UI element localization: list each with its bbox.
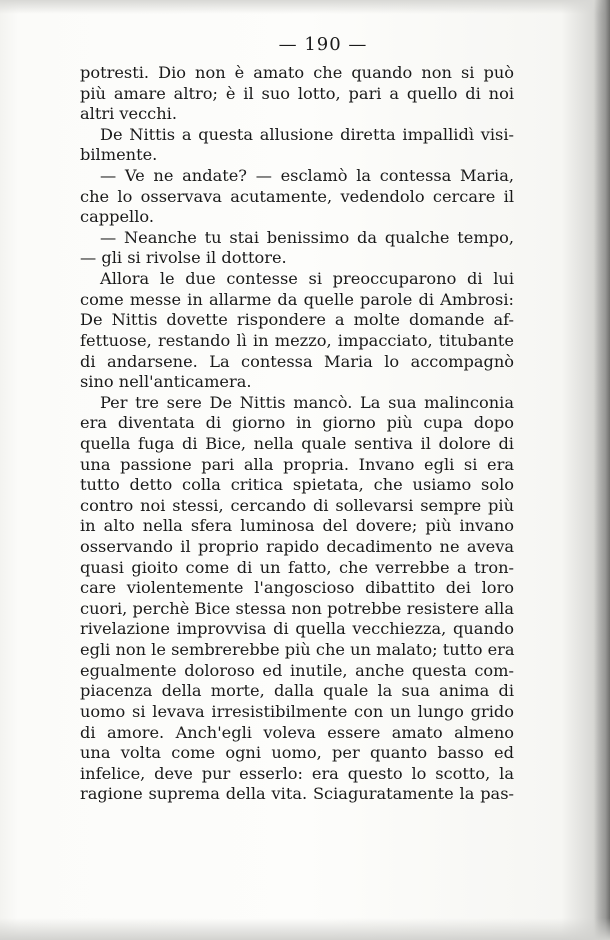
text-line: di andarsene. La contessa Maria lo accompagnò <box>80 351 514 371</box>
text-line: fettuose, restando lì in mezzo, impacciato, titubante <box>80 330 514 350</box>
text-line: egli non le sembrerebbe più che un malato; tutto era <box>80 640 515 660</box>
text-line: piacenza della morte, dalla quale la sua anima di <box>80 681 514 701</box>
text-line: egualmente doloroso ed inutile, anche questa com- <box>80 660 514 680</box>
text-line: cuori, perchè Bice stessa non potrebbe resistere alla <box>80 598 514 618</box>
text-line: De Nittis a questa allusione diretta impallidì visi- <box>100 124 514 144</box>
text-line: bilmente. <box>80 145 158 165</box>
text-line: — gli si rivolse il dottore. <box>80 248 287 268</box>
text-line: infelice, deve pur esserlo: era questo lo scotto, la <box>80 763 514 783</box>
text-line: care violentemente l'angoscioso dibattito dei loro <box>80 578 514 598</box>
page-spine-shadow <box>594 0 610 940</box>
text-line: tutto detto colla critica spietata, che usiamo solo <box>80 475 514 495</box>
page-top-shadow <box>0 0 610 14</box>
text-line: — Ve ne andate? — esclamò la contessa Maria, <box>100 166 514 186</box>
text-line: Allora le due contesse si preoccuparono di lui <box>100 269 514 289</box>
text-line: Per tre sere De Nittis mancò. La sua malinconia <box>100 392 514 412</box>
text-line: una passione pari alla propria. Invano egli si era <box>80 454 514 474</box>
text-line: potresti. Dio non è amato che quando non si può <box>80 63 514 82</box>
page-number-header: — 190 — <box>278 34 368 55</box>
text-line: quasi gioito come di un fatto, che verrebbe a tron- <box>80 557 514 577</box>
page-bottom-shadow <box>0 918 610 940</box>
text-line: come messe in allarme da quelle parole di Ambrosi: <box>80 289 514 309</box>
text-line: cappello. <box>80 207 154 227</box>
text-line: osservando il proprio rapido decadimento ne aveva <box>80 537 514 557</box>
text-line: era diventata di giorno in giorno più cupa dopo <box>80 413 514 433</box>
text-line: quella fuga di Bice, nella quale sentiva il dolore di <box>80 433 514 453</box>
text-line: rivelazione improvvisa di quella vecchiezza, quando <box>80 619 514 639</box>
body-text <box>80 63 514 805</box>
text-line: — Neanche tu stai benissimo da qualche tempo, <box>100 227 514 247</box>
text-line: ragione suprema della vita. Sciaguratamente la pas- <box>80 784 514 804</box>
text-line: sino nell'anticamera. <box>80 372 252 392</box>
text-line: De Nittis dovette rispondere a molte domande af- <box>80 310 514 330</box>
text-line: altri vecchi. <box>80 104 177 124</box>
text-line: più amare altro; è il suo lotto, pari a quello di noi <box>80 83 514 103</box>
text-line: uomo si levava irresistibilmente con un lungo grido <box>80 701 514 721</box>
text-line: che lo osservava acutamente, vedendolo cercare il <box>80 186 514 206</box>
text-line: contro noi stessi, cercando di sollevarsi sempre più <box>80 495 514 515</box>
text-line: una volta come ogni uomo, per quanto basso ed <box>80 743 514 763</box>
text-line: di amore. Anch'egli voleva essere amato almeno <box>80 722 514 742</box>
text-line: in alto nella sfera luminosa del dovere; più invano <box>80 516 514 536</box>
